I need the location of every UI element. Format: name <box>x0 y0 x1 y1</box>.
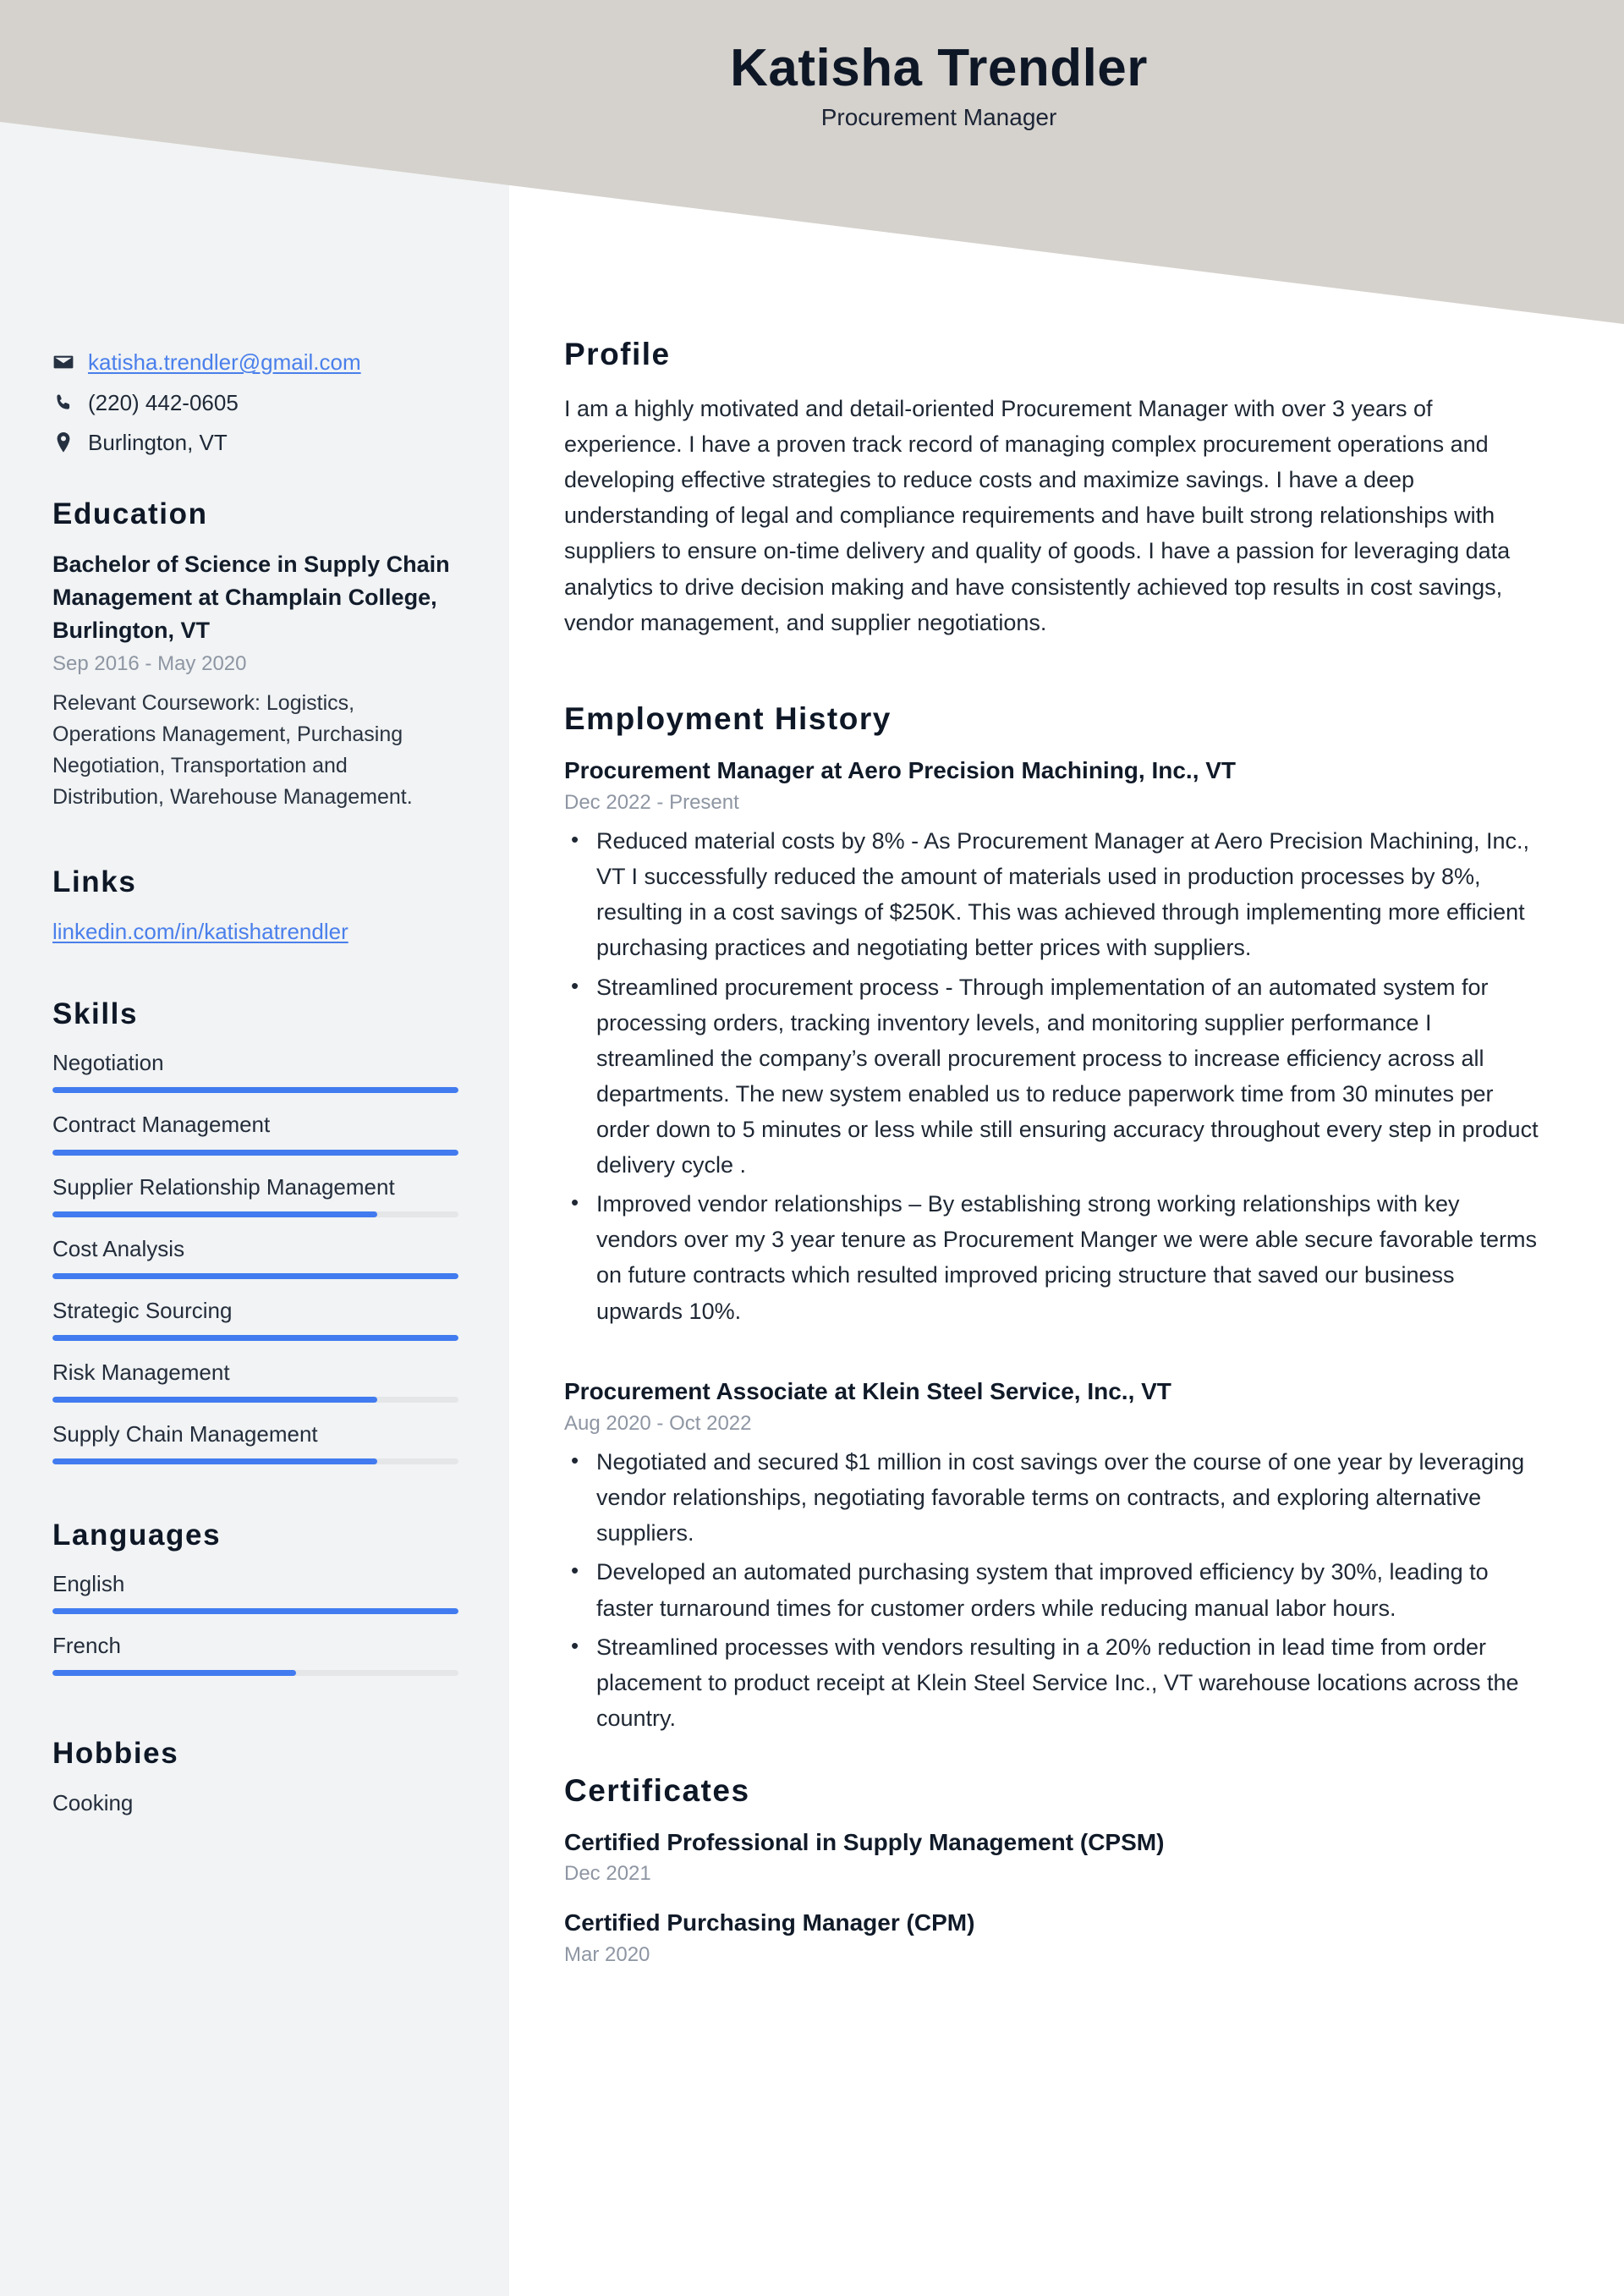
employment-entry <box>564 755 1544 1329</box>
skill-label: Negotiation <box>52 1050 164 1076</box>
contact-list <box>52 349 458 457</box>
employment-bullet: • Streamlined processes with vendors resulting in a 20% reduction in lead time from order placement to product receipt at Klein Steel Service Inc., VT warehouse locations across the country. <box>564 1629 1544 1736</box>
contact-email-text[interactable]: katisha.trendler@gmail.com <box>88 349 361 375</box>
employment-bullet: • Negotiated and secured $1 million in cost savings over the course of one year by leveraging vendor relationships, negotiating favorable terms on contracts, and exploring alternative suppliers. <box>564 1444 1544 1551</box>
certificates-heading: Certificates <box>564 1772 750 1808</box>
skill-item <box>52 1048 458 1093</box>
skill-label: Risk Management <box>52 1359 230 1385</box>
employment-entry <box>564 1376 1544 1736</box>
language-bar-fill <box>52 1608 458 1614</box>
candidate-job-title: Procurement Manager <box>820 104 1057 131</box>
hobbies-section <box>52 1737 458 1818</box>
skills-list <box>52 1048 458 1464</box>
skill-bar-track <box>52 1335 458 1341</box>
employment-title: Procurement Associate at Klein Steel Service, Inc., VT <box>564 1377 1171 1404</box>
employment-bullets <box>564 1444 1544 1736</box>
profile-heading: Profile <box>564 337 671 371</box>
sidebar <box>0 0 509 2296</box>
hobbies-heading: Hobbies <box>52 1737 179 1771</box>
skill-bar-fill <box>52 1211 377 1217</box>
education-date: Sep 2016 - May 2020 <box>52 651 247 675</box>
skill-bar-fill <box>52 1397 377 1403</box>
education-section <box>52 497 458 813</box>
skill-item <box>52 1296 458 1341</box>
skill-label: Supply Chain Management <box>52 1420 318 1447</box>
language-item <box>52 1631 458 1676</box>
skill-item <box>52 1420 458 1464</box>
candidate-name: Katisha Trendler <box>730 39 1148 97</box>
employment-heading: Employment History <box>564 700 892 736</box>
languages-section <box>52 1519 458 1676</box>
language-item <box>52 1569 458 1614</box>
profile-section <box>564 337 1544 640</box>
certificate-entry <box>564 1827 1544 1886</box>
employment-bullet: • Reduced material costs by 8% - As Procurement Manager at Aero Precision Machining, Inc., VT I successfully reduced the amount of materials used in production processes by 8%, resulting in a cost savings of $250K. This was achieved through implementing more efficient purchasing practices and negotiating better prices with suppliers. <box>564 823 1544 965</box>
skill-label: Contract Management <box>52 1112 271 1138</box>
certificate-entry <box>564 1908 1544 1966</box>
skill-item <box>52 1110 458 1155</box>
skill-label: Cost Analysis <box>52 1235 185 1261</box>
skill-bar-track <box>52 1397 458 1403</box>
contact-phone-text: (220) 442-0605 <box>88 389 239 415</box>
employment-spacer <box>564 1354 1544 1376</box>
skill-item <box>52 1234 458 1279</box>
language-label: French <box>52 1633 121 1659</box>
employment-bullets <box>564 823 1544 1329</box>
certificate-title: Certified Purchasing Manager (CPM) <box>564 1909 975 1936</box>
skills-section <box>52 997 458 1464</box>
phone-icon <box>52 392 74 414</box>
education-heading: Education <box>52 497 208 530</box>
skill-bar-track <box>52 1273 458 1279</box>
links-heading: Links <box>52 865 137 898</box>
language-label: English <box>52 1570 125 1596</box>
link-item-linkedin[interactable]: linkedin.com/in/katishatrendler <box>52 918 348 944</box>
employment-bullet: • Developed an automated purchasing system that improved efficiency by 30%, leading to faster turnaround times for customer orders while reducing manual labor hours. <box>564 1554 1544 1625</box>
contact-location-text: Burlington, VT <box>88 430 228 455</box>
education-description: Relevant Coursework: Logistics, Operations Management, Purchasing Negotiation, Transportation and Distribution, Warehouse Management. <box>52 690 413 809</box>
skill-bar-track <box>52 1458 458 1464</box>
certificate-date: Mar 2020 <box>564 1942 650 1966</box>
skill-label: Supplier Relationship Management <box>52 1173 395 1200</box>
skills-heading: Skills <box>52 997 139 1031</box>
skill-bar-track <box>52 1087 458 1093</box>
certificate-date: Dec 2021 <box>564 1862 651 1886</box>
skill-label: Strategic Sourcing <box>52 1297 233 1323</box>
employment-bullet: • Streamlined procurement process - Through implementation of an automated system for processing orders, tracking inventory levels, and monitoring supplier performance I streamlined the company’s overall procurement process to increase efficiency across all departments. The new system enabled us to reduce paperwork time from 30 minutes per order down to 5 minutes or less while still ensuring accuracy throughout every step in product delivery cycle . <box>564 969 1544 1184</box>
contact-row-phone[interactable] <box>52 389 458 417</box>
location-pin-icon <box>52 431 74 453</box>
skill-bar-track <box>52 1211 458 1217</box>
certificates-section <box>564 1773 1544 1967</box>
employment-date: Dec 2022 - Present <box>564 791 739 815</box>
contact-row-location <box>52 429 458 457</box>
skill-item <box>52 1358 458 1403</box>
contact-row-email[interactable] <box>52 349 458 376</box>
certificate-title: Certified Professional in Supply Management (CPSM) <box>564 1828 1165 1855</box>
language-bar-track <box>52 1608 458 1614</box>
links-section <box>52 865 458 947</box>
employment-section <box>564 701 1544 1736</box>
hobby-item: Cooking <box>52 1790 134 1816</box>
languages-heading: Languages <box>52 1518 222 1552</box>
skill-item <box>52 1173 458 1217</box>
skill-bar-fill <box>52 1458 377 1464</box>
language-bar-fill <box>52 1670 296 1676</box>
main-content <box>509 0 1624 2296</box>
skill-bar-track <box>52 1150 458 1156</box>
employment-title: Procurement Manager at Aero Precision Machining, Inc., VT <box>564 756 1237 783</box>
employment-bullet: • Improved vendor relationships – By establishing strong working relationships with key vendors over my 3 year tenure as Procurement Manger we were able secure favorable terms on future contracts which resulted improved pricing structure that saved our business upwards 10%. <box>564 1186 1544 1328</box>
language-bar-track <box>52 1670 458 1676</box>
skill-bar-fill <box>52 1087 458 1093</box>
skill-bar-fill <box>52 1335 458 1341</box>
envelope-icon <box>52 351 74 373</box>
profile-text: I am a highly motivated and detail-oriented Procurement Manager with over 3 years of experience. I have a proven track record of managing complex procurement operations and developing effective strategies to reduce costs and maximize savings. I have a deep understanding of legal and compliance requirements and have built strong relationships with suppliers to ensure on-time delivery and quality of goods. I have a passion for leveraging data analytics to drive decision making and have consistently achieved top results in cost savings, vendor management, and supplier negotiations. <box>564 396 1511 635</box>
education-degree: Bachelor of Science in Supply Chain Management at Champlain College, Burlington, VT <box>52 551 450 643</box>
skill-bar-fill <box>52 1150 458 1156</box>
employment-date: Aug 2020 - Oct 2022 <box>564 1412 752 1436</box>
skill-bar-fill <box>52 1273 458 1279</box>
